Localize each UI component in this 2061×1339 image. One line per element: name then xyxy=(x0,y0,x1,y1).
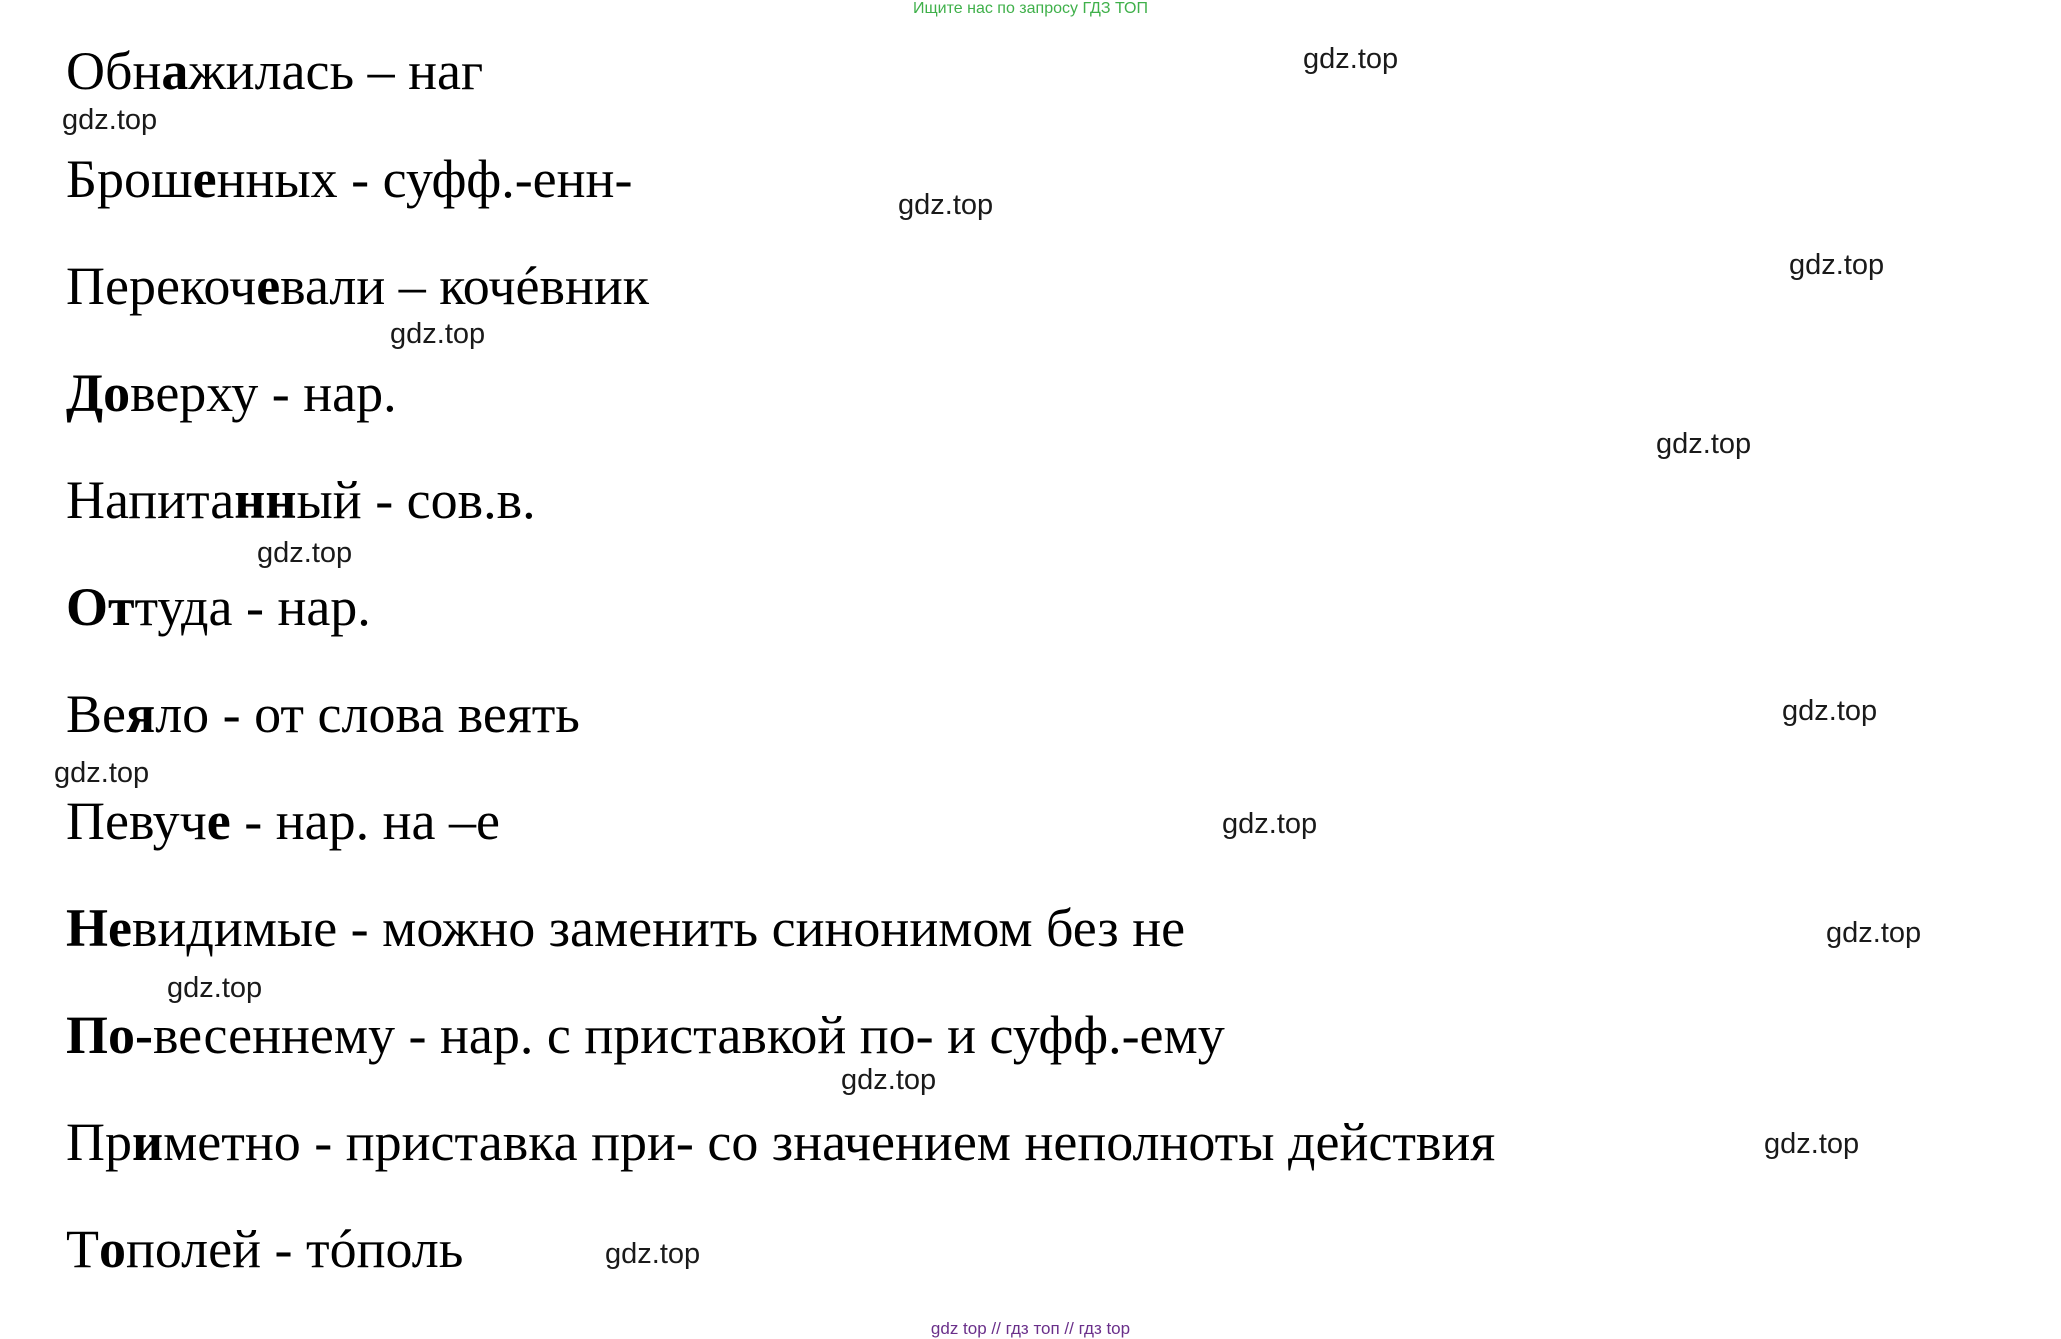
watermark: gdz.top xyxy=(605,1238,701,1270)
watermark: gdz.top xyxy=(841,1064,937,1096)
watermark: gdz.top xyxy=(1222,808,1318,840)
entry-highlight: я xyxy=(126,684,156,744)
entry-3 xyxy=(66,256,649,316)
entry-rest: видимые - можно заменить синонимом без не xyxy=(131,898,1186,958)
watermark: gdz.top xyxy=(54,757,150,789)
footer-links: gdz top // гдз топ // гдз top xyxy=(930,1319,1131,1338)
entry-1 xyxy=(66,41,484,101)
entry-highlight: Не xyxy=(66,898,132,958)
entry-11 xyxy=(66,1112,1496,1172)
entry-highlight: До xyxy=(66,363,131,423)
watermark: gdz.top xyxy=(1303,43,1399,75)
entry-rest: туда - нар. xyxy=(134,577,371,637)
entry-prefix: Пр xyxy=(66,1112,132,1172)
entry-rest: весеннему - нар. с приставкой по- и суфф.-ему xyxy=(153,1005,1225,1065)
entry-8 xyxy=(66,791,500,851)
entry-prefix: Певуч xyxy=(66,791,207,851)
entry-highlight: е xyxy=(256,256,281,316)
entry-rest: жилась – наг xyxy=(188,41,484,101)
watermark: gdz.top xyxy=(62,104,158,136)
entry-rest: - нар. на –е xyxy=(230,791,500,851)
search-hint-banner: Ищите нас по запросу ГДЗ ТОП xyxy=(913,0,1148,17)
entry-prefix: Ве xyxy=(66,684,126,744)
entry-prefix: Брош xyxy=(66,149,193,209)
entry-rest: ло - от слова веять xyxy=(155,684,580,744)
entry-rest: нных - суфф.-енн- xyxy=(216,149,633,209)
entry-highlight: е xyxy=(206,791,231,851)
entry-highlight: о xyxy=(99,1219,126,1279)
entry-5 xyxy=(66,470,536,530)
entry-prefix: Перекоч xyxy=(66,256,257,316)
entry-prefix: Напита xyxy=(66,470,235,530)
watermark: gdz.top xyxy=(1764,1128,1860,1160)
entry-highlight: е xyxy=(192,149,217,209)
entry-highlight: От xyxy=(66,577,135,637)
entry-prefix: Обн xyxy=(66,41,162,101)
entry-prefix: Т xyxy=(66,1219,99,1279)
watermark: gdz.top xyxy=(167,972,263,1004)
entry-rest: верху - нар. xyxy=(130,363,397,423)
entry-highlight: и xyxy=(132,1112,164,1172)
watermark: gdz.top xyxy=(1656,428,1752,460)
entry-6 xyxy=(66,577,371,637)
watermark: gdz.top xyxy=(257,537,353,569)
entry-2 xyxy=(66,149,633,209)
entry-rest: полей - тóполь xyxy=(126,1219,464,1279)
watermark: gdz.top xyxy=(1789,249,1885,281)
entry-rest: метно - приставка при- со значением неполноты действия xyxy=(163,1112,1496,1172)
watermark: gdz.top xyxy=(1782,695,1878,727)
entry-12 xyxy=(66,1219,464,1279)
watermark: gdz.top xyxy=(898,189,994,221)
entry-highlight: По- xyxy=(66,1005,153,1065)
entry-4 xyxy=(66,363,397,423)
entry-highlight: а xyxy=(161,41,189,101)
entry-10 xyxy=(66,1005,1225,1065)
entry-rest: вали – кочéвник xyxy=(280,256,649,316)
entry-7 xyxy=(66,684,580,744)
entry-rest: ый - сов.в. xyxy=(296,470,536,530)
watermark: gdz.top xyxy=(390,318,486,350)
entry-9 xyxy=(66,898,1186,958)
watermark: gdz.top xyxy=(1826,917,1922,949)
entry-highlight: нн xyxy=(234,470,297,530)
